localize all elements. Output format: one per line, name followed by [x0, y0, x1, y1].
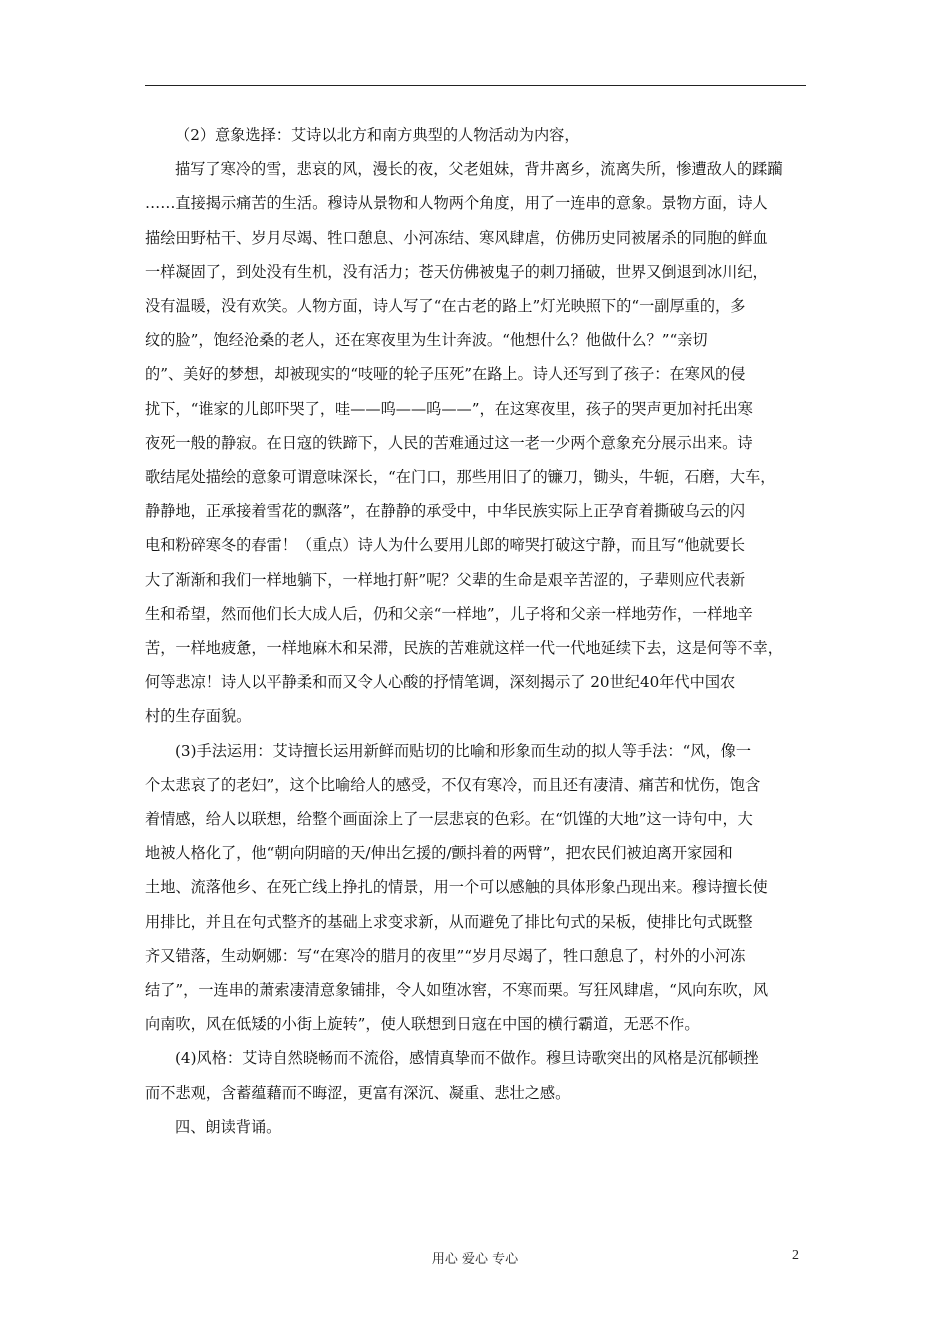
paragraph-technique	[145, 734, 808, 1042]
paragraph-style	[145, 1041, 808, 1109]
text-line: ……直接揭示痛苦的生活。穆诗从景物和人物两个角度，用了一连串的意象。景物方面，诗人	[145, 194, 768, 213]
header-rule	[145, 85, 806, 86]
footer-slogan: 用心 爱心 专心	[431, 1252, 519, 1267]
text-line: 大了渐渐和我们一样地躺下，一样地打鼾”呢？父辈的生命是艰辛苦涩的，子辈则应代表新	[145, 570, 746, 589]
text-line: 夜死一般的静寂。在日寇的铁蹄下，人民的苦难通过这一老一少两个意象充分展示出来。诗	[145, 433, 753, 452]
page-body	[145, 118, 808, 1144]
text-line: 土地、流落他乡、在死亡线上挣扎的情景，用一个可以感触的具体形象凸现出来。穆诗擅长使	[145, 878, 768, 897]
text-line: 纹的脸”，饱经沧桑的老人，还在寒夜里为生计奔波。“他想什么？他做什么？”“亲切	[145, 331, 708, 350]
text-line: 向南吹，风在低矮的小街上旋转”，使人联想到日寇在中国的横行霸道，无恶不作。	[145, 1015, 700, 1034]
text-line: 没有温暖，没有欢笑。人物方面，诗人写了“在古老的路上”灯光映照下的“一副厚重的，多	[145, 297, 746, 316]
text-line: 电和粉碎寒冬的春雷！（重点）诗人为什么要用儿郎的啼哭打破这宁静，而且写“他就要长	[145, 536, 746, 555]
text-line: (3)手法运用：艾诗擅长运用新鲜而贴切的比喻和形象而生动的拟人等手法：“风，像一	[175, 741, 752, 760]
text-line: 描写了寒冷的雪，悲哀的风，漫长的夜，父老姐妹，背井离乡，流离失所，惨遭敌人的蹂躏	[175, 160, 783, 179]
text-line: 的”、美好的梦想，却被现实的“吱哑的轮子压死”在路上。诗人还写到了孩子：在寒风的侵	[145, 365, 746, 384]
text-line: 个太悲哀了的老妇”，这个比喻给人的感受，不仅有寒冷，而且还有凄清、痛苦和忧伤，饱含	[145, 775, 761, 794]
text-line: 何等悲凉！诗人以平静柔和而又令人心酸的抒情笔调，深刻揭示了 20世纪40年代中国农	[145, 673, 736, 692]
text-line: 结了”，一连串的萧索凄清意象铺排，令人如堕冰窖，不寒而栗。写狂风肆虐，“风向东吹，风	[145, 981, 769, 1000]
text-line: 着情感，给人以联想，给整个画面涂上了一层悲哀的色彩。在“饥馑的大地”这一诗句中，大	[145, 810, 753, 829]
text-line: 而不悲观，含蓄蕴藉而不晦涩，更富有深沉、凝重、悲壮之感。	[145, 1083, 571, 1102]
text-line: 地被人格化了，他“朝向阴暗的天/伸出乞援的/颤抖着的两臂”，把农民们被迫离开家园和	[145, 844, 733, 863]
text-line: 村的生存面貌。	[145, 707, 252, 726]
text-line: 歌结尾处描绘的意象可谓意味深长，“在门口，那些用旧了的镰刀，锄头，牛轭，石磨，大车，	[145, 468, 776, 487]
text-line: 扰下，“谁家的儿郎吓哭了，哇——呜——呜——”，在这寒夜里，孩子的哭声更加衬托出寒	[145, 399, 753, 418]
text-line: （2）意象选择：艾诗以北方和南方典型的人物活动为内容，	[175, 126, 580, 144]
page-number: 2	[792, 1248, 799, 1263]
text-line: 生和希望，然而他们长大成人后，仍和父亲“一样地”，儿子将和父亲一样地劳作，一样地辛	[145, 604, 753, 623]
text-line: 苦，一样地疲惫，一样地麻木和呆滞，民族的苦难就这样一代一代地延续下去，这是何等不幸，	[145, 639, 783, 658]
paragraph-imagery-heading	[145, 118, 808, 152]
text-line: 用排比，并且在句式整齐的基础上求变求新，从而避免了排比句式的呆板，使排比句式既整	[145, 912, 753, 931]
text-line: (4)风格：艾诗自然晓畅而不流俗，感情真挚而不做作。穆旦诗歌突出的风格是沉郁顿挫	[175, 1049, 759, 1068]
text-line: 静静地，正承接着雪花的飘落”，在静静的承受中，中华民族实际上正孕育着撕破乌云的闪	[145, 502, 746, 521]
text-line: 描绘田野枯干、岁月尽竭、牲口憩息、小河冻结、寒风肆虐，仿佛历史同被屠杀的同胞的鲜血	[145, 228, 768, 247]
text-line: 一样凝固了，到处没有生机，没有活力；苍天仿佛被鬼子的刺刀捅破，世界又倒退到冰川纪，	[145, 262, 768, 281]
text-line: 齐又错落，生动婀娜：写“在寒冷的腊月的夜里”“岁月尽竭了，牲口憩息了，村外的小河冻	[145, 946, 746, 965]
paragraph-imagery-body	[145, 152, 808, 733]
paragraph-recitation	[145, 1110, 808, 1144]
text-line: 四、朗读背诵。	[175, 1117, 282, 1136]
